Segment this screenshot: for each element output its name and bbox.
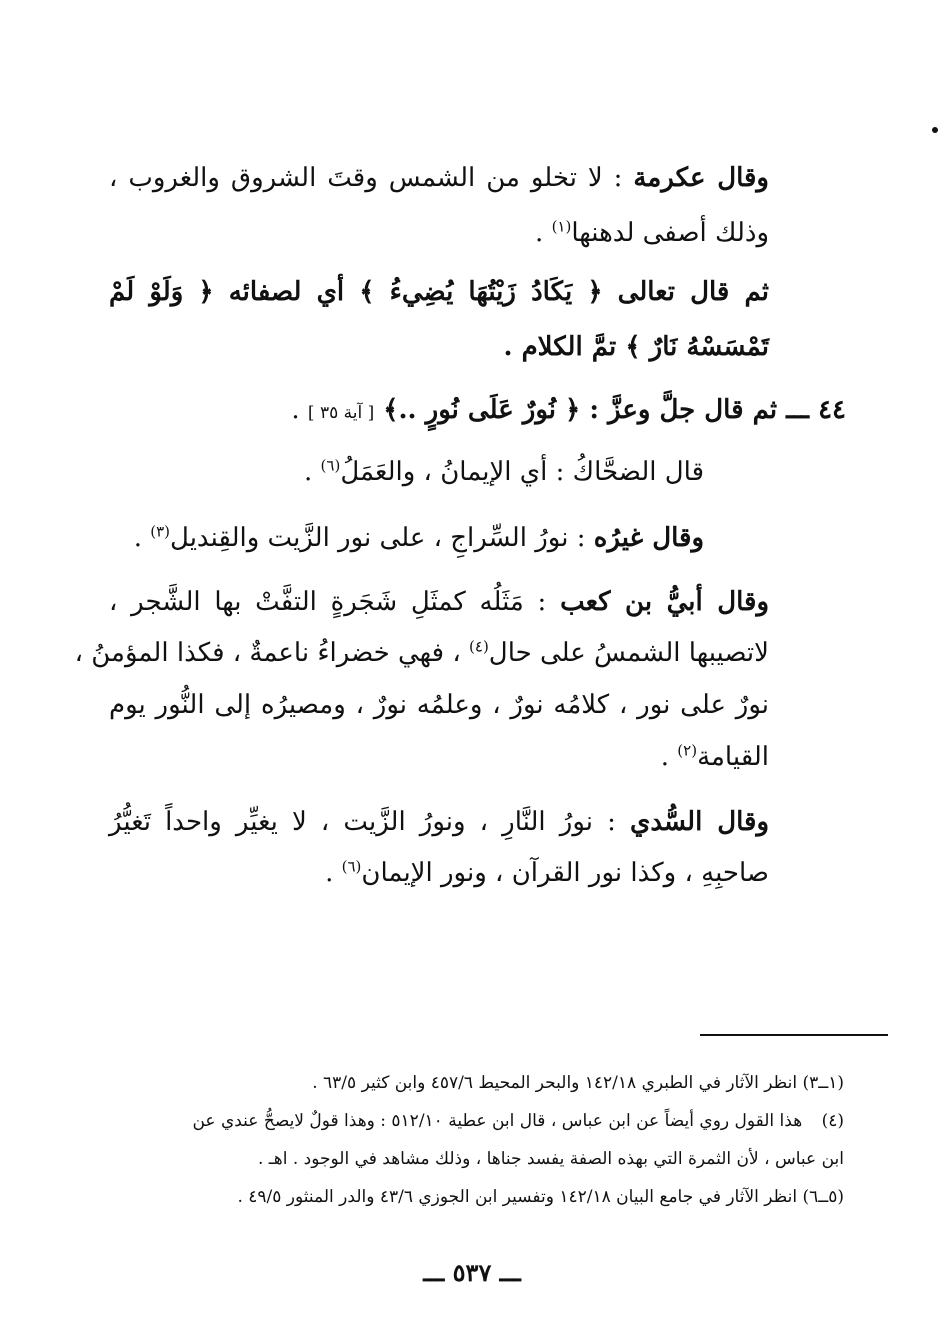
margin-mark bbox=[932, 127, 938, 133]
ikrima-lead: وقال عكرمة bbox=[633, 163, 769, 193]
suddi-lead: وقال السُّدي bbox=[629, 807, 769, 837]
footnote-1-3: (١ــ٣) انظر الآثار في الطبري ١٤٢/١٨ والبحر المحيط ٤٥٧/٦ وابن كثير ٦٣/٥ . bbox=[312, 1073, 844, 1093]
ghayruhu-line: وقال غيرُه : نورُ السِّراجِ ، على نور الزَّيت والقِنديل$^{(٣)}$ . bbox=[133, 522, 704, 553]
ikrima-line-1: وقال عكرمة : لا تخلو من الشمس وقتَ الشروق والغروب ، bbox=[109, 163, 769, 193]
ubayy-lead: وقال أبيُّ بن كعب bbox=[560, 587, 770, 617]
ubayy-line-4: القيامة$^{(٢)}$ . bbox=[660, 741, 769, 772]
ubayy-line-3: نورٌ على نور ، كلامُه نورٌ ، وعلمُه نورٌ ، ومصيرُه إلى النُّور يوم bbox=[109, 690, 769, 720]
footnote-separator bbox=[700, 1034, 888, 1036]
footnote-ref: (٦) bbox=[320, 456, 341, 475]
footnote-ref: (٤) bbox=[469, 637, 489, 656]
suddi-line-1: وقال السُّدي : نورُ النَّارِ ، ونورُ الزَّيت ، لا يغيِّر واحداً تَغيُّرُ bbox=[109, 807, 769, 837]
ghayruhu-lead: وقال غيرُه bbox=[593, 523, 704, 553]
ubayy-line-1: وقال أبيُّ بن كعب : مَثَلُه كمثَلِ شَجَرةٍ التفَّتْ بها الشَّجر ، bbox=[109, 587, 770, 617]
dahhak-line: قال الضحَّاكُ : أي الإيمانُ ، والعَمَلُ$^{(٦)}$ . bbox=[304, 456, 704, 487]
footnote-4-line-2: ابن عباس ، لأن الثمرة التي بهذه الصفة يفسد جناها ، وذلك مشاهد في الوجود . اهـ . bbox=[257, 1149, 844, 1169]
ubayy-line-2: لاتصيبها الشمسُ على حال$^{(٤)}$ ، فهي خضراءُ ناعمةٌ ، فكذا المؤمنُ ، bbox=[74, 637, 769, 668]
footnote-ref: (٦) bbox=[341, 857, 362, 876]
tumma-line-1: ثم قال تعالى ﴿ يَكَادُ زَيْتُهَا يُضِيءُ ﴾ أي لصفائه ﴿ وَلَوْ لَمْ bbox=[109, 277, 769, 307]
verse-number: ٤٤ ـــ bbox=[786, 395, 846, 425]
footnote-ref: (١) bbox=[551, 217, 572, 236]
page-number: ـــ ٥٣٧ ـــ bbox=[423, 1258, 521, 1287]
footnote-4-label: (٤) bbox=[821, 1111, 844, 1131]
footnote-4-line-1: (٤) هذا القول روي أيضاً عن ابن عباس ، قال ابن عطية ٥١٢/١٠ : وهذا قولٌ لايصحُّ عندي عن bbox=[192, 1111, 844, 1131]
ayah-ref: [ آية ٣٥ ] bbox=[307, 403, 375, 423]
ikrima-line-2: وذلك أصفى لدهنها$^{(١)}$ . bbox=[535, 217, 769, 248]
suddi-line-2: صاحبِهِ ، وكذا نور القرآن ، ونور الإيمان$^{(٦)}$ . bbox=[325, 857, 769, 888]
footnote-5-6: (٥ــ٦) انظر الآثار في جامع البيان ١٤٢/١٨ وتفسير ابن الجوزي ٤٣/٦ والدر المنثور ٤٩/٥ . bbox=[237, 1187, 844, 1207]
footnote-ref: (٢) bbox=[677, 741, 698, 760]
footnote-ref: (٣) bbox=[150, 522, 170, 541]
verse-44-heading: ٤٤ ـــ ثم قال جلَّ وعزَّ : ﴿ نُورٌ عَلَى نُورٍ ..﴾ [ آية ٣٥ ] . bbox=[291, 395, 846, 425]
tumma-line-2: تَمْسَسْهُ نَارٌ ﴾ تمَّ الكلام . bbox=[503, 332, 769, 362]
